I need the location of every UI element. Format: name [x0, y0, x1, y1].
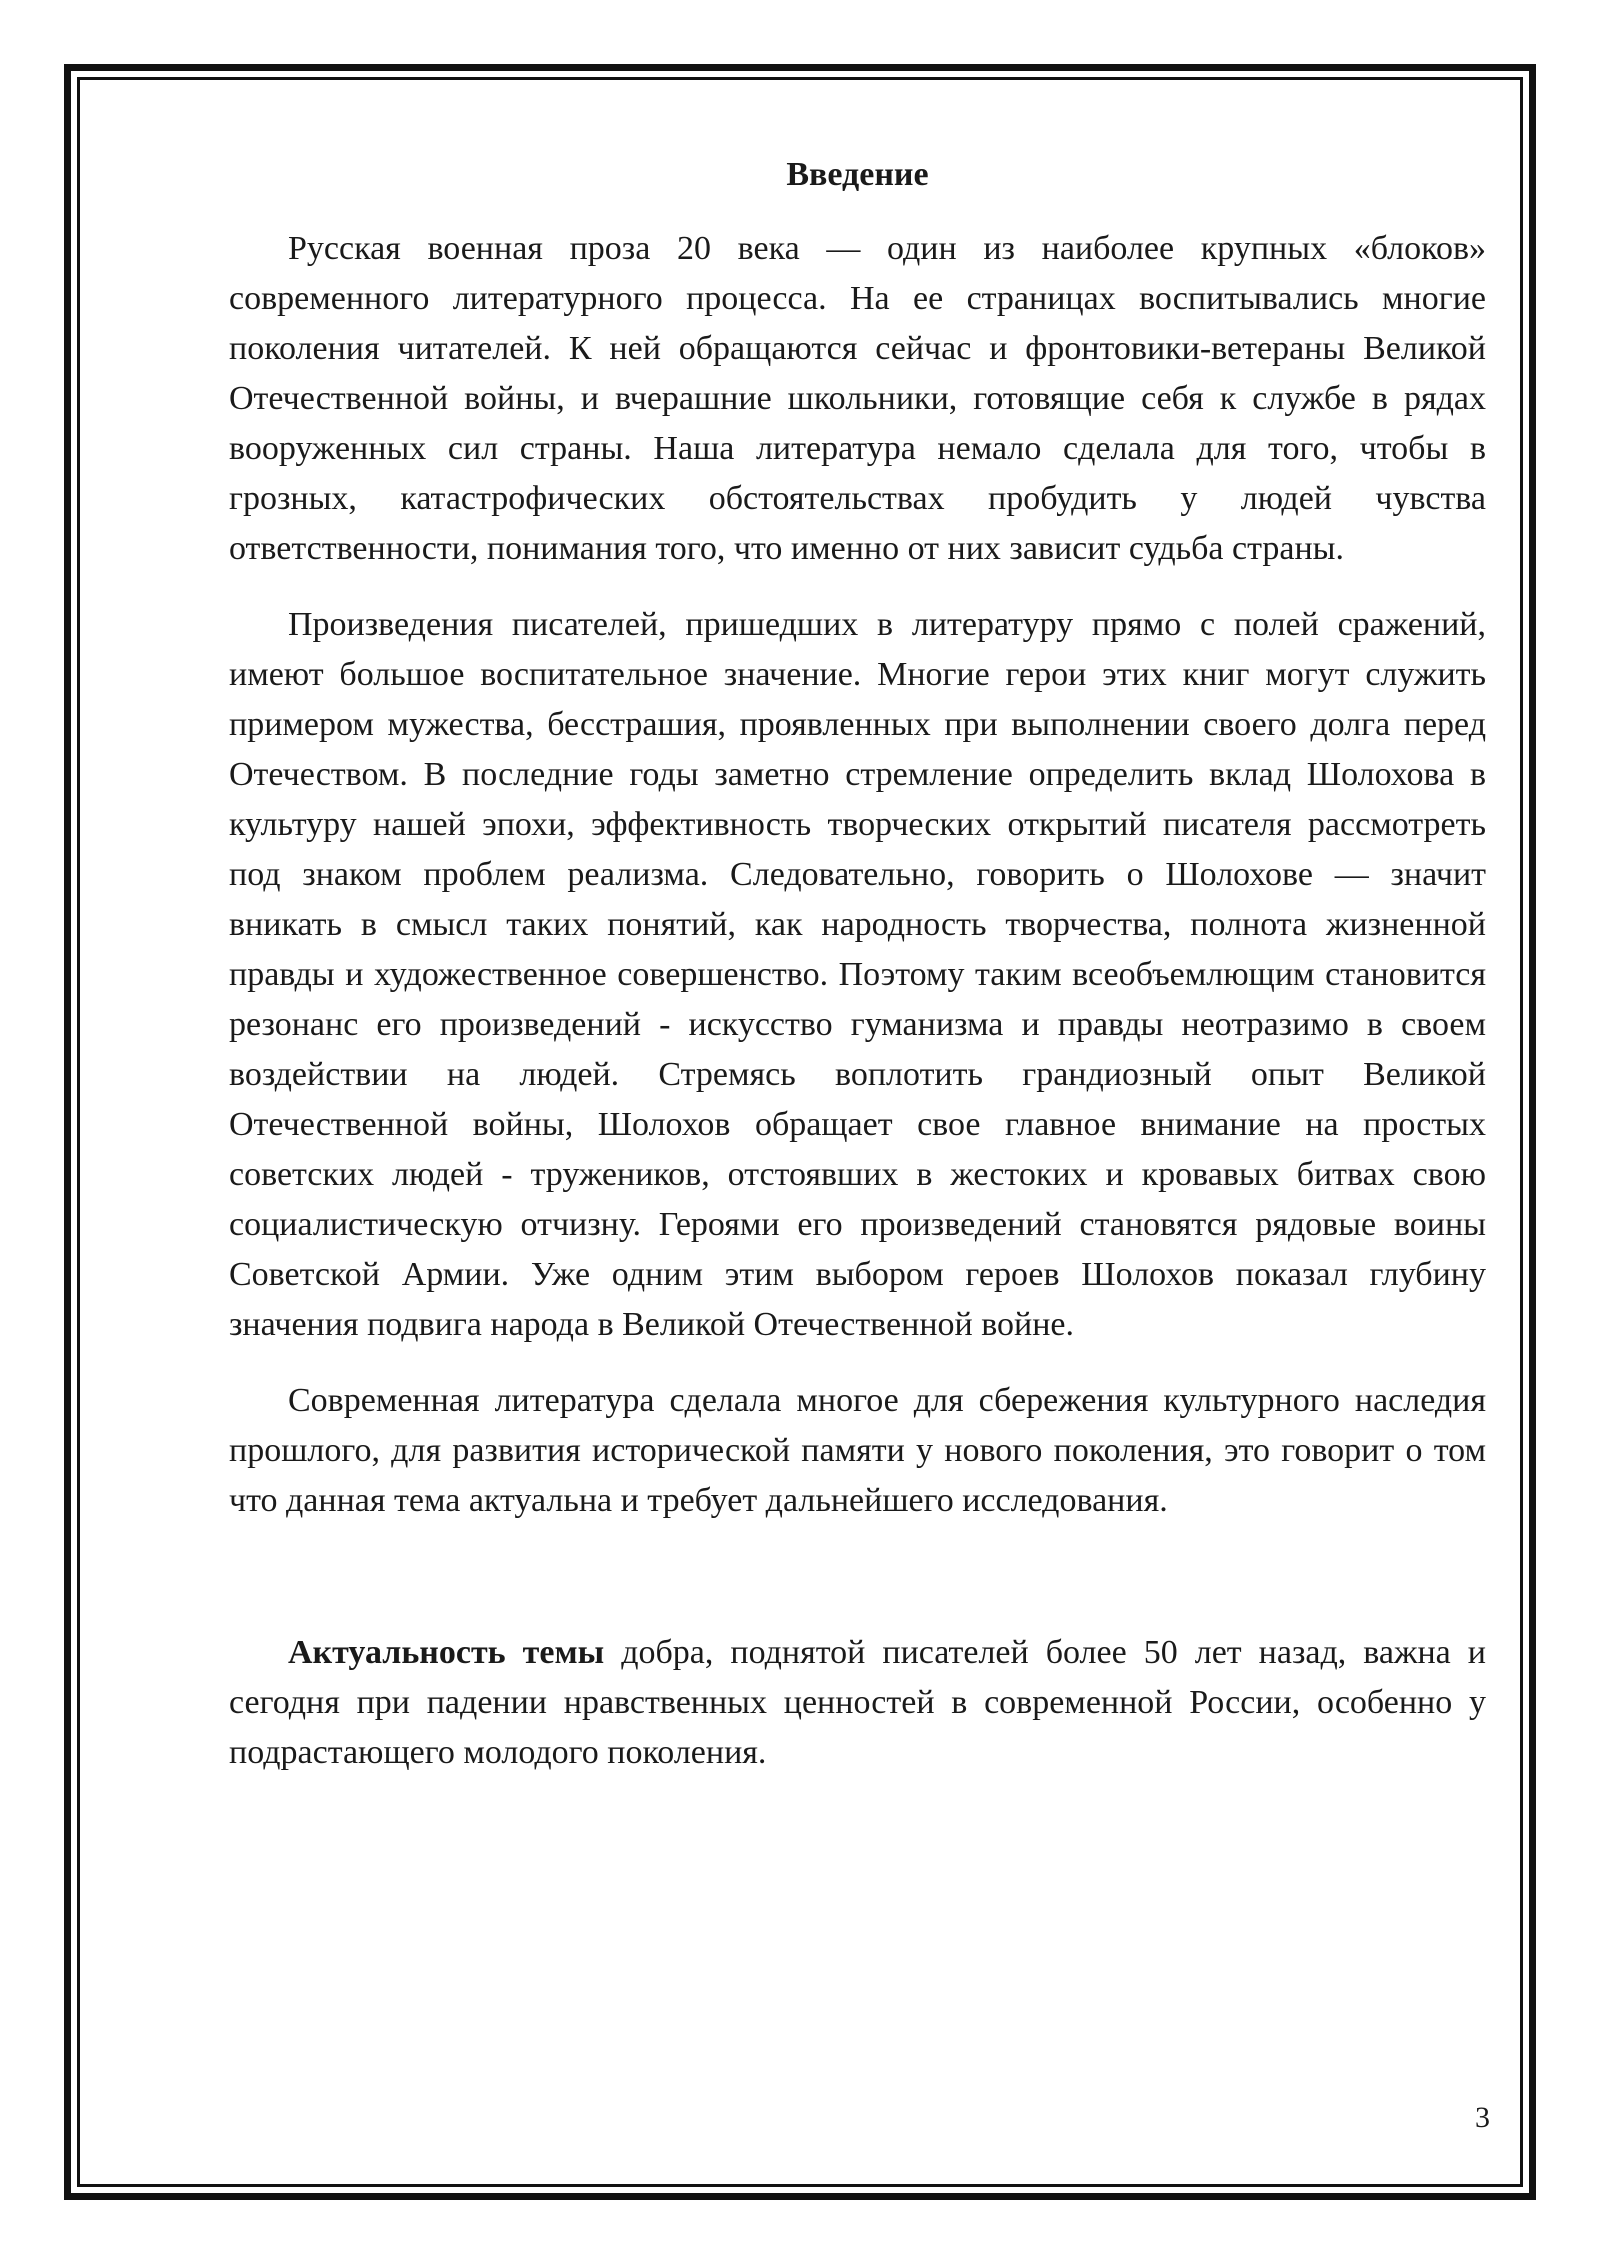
paragraph-writers: Произведения писателей, пришедших в литературу прямо с полей сражений, имеют большое воспитательное значение. Многие герои этих книг могут служить примером мужества, бесстрашия, проявленных при выполнении своего долга перед Отечеством. В последние годы заметно стремление определить вклад Шолохова в культуру нашей эпохи, эффективность творческих открытий писателя рассмотреть под знаком проблем реализма. Следовательно, говорить о Шолохове — значит вникать в смысл таких понятий, как народность творчества, полнота жизненной правды и художественное совершенство. Поэтому таким всеобъемлющим становится резонанс его произведений - искусство гуманизма и правды неотразимо в своем воздействии на людей. Стремясь воплотить грандиозный опыт Великой Отечественной войны, Шолохов обращает свое главное внимание на простых советских людей - тружеников, отстоявших в жестоких и кровавых битвах свою социалистическую отчизну. Героями его произведений становятся рядовые воины Советской Армии. Уже одним этим выбором героев Шолохов показал глубину значения подвига народа в Великой Отечественной войне. [229, 606, 1486, 1343]
document-body [229, 150, 1486, 1804]
page-number: 3 [1475, 2101, 1490, 2134]
relevance-bold-lead: Актуальность темы [288, 1634, 605, 1671]
paragraph-intro: Русская военная проза 20 века — один из наиболее крупных «блоков» современного литературного процесса. На ее страницах воспитывались многие поколения читателей. К ней обращаются сейчас и фронтовики-ветераны Великой Отечественной войны, и вчерашние школьники, готовящие себя к службе в рядах вооруженных сил страны. Наша литература немало сделала для того, чтобы в грозных, катастрофических обстоятельствах пробудить у людей чувства ответственности, понимания того, что именно от них зависит судьба страны. [229, 230, 1486, 567]
paragraph-relevance [229, 1628, 1486, 1778]
section-title: Введение [786, 156, 929, 193]
relevance-text: добра, поднятой писателей более 50 лет назад, важна и сегодня при падении нравственных ценностей в современной России, особенно у подрастающего молодого поколения. [229, 1634, 1486, 1771]
paragraph-modern-literature: Современная литература сделала многое для сбережения культурного наследия прошлого, для развития исторической памяти у нового поколения, это говорит о том что данная тема актуальна и требует дальнейшего исследования. [229, 1382, 1486, 1519]
